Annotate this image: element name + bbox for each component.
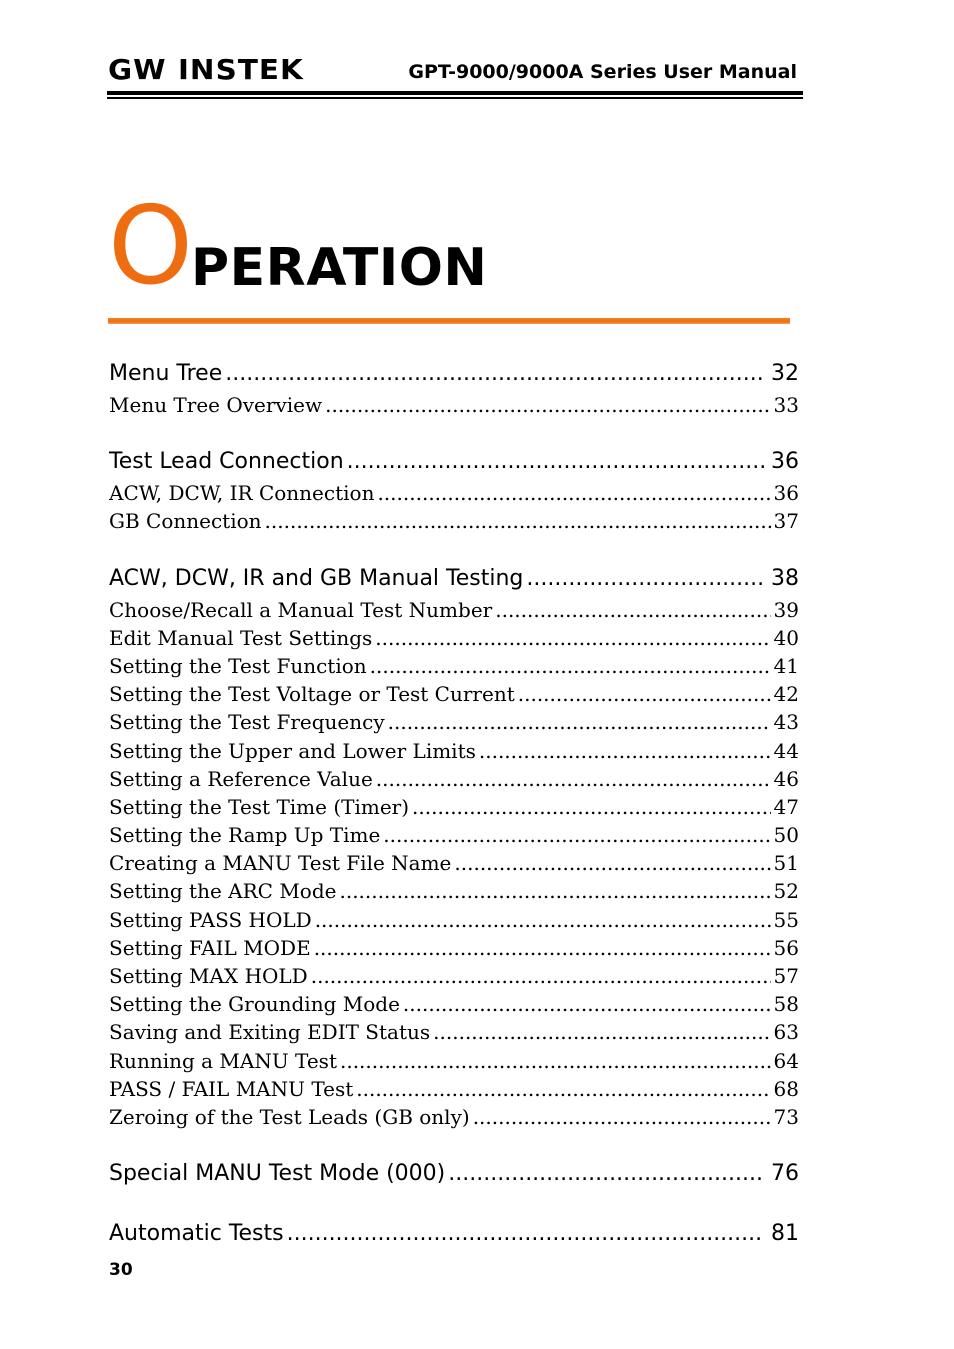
toc-heading-page: 76 <box>771 1161 799 1187</box>
toc-entry-title: Choose/Recall a Manual Test Number <box>109 597 493 622</box>
toc-heading[interactable] <box>109 357 799 391</box>
toc-entry[interactable] <box>109 680 799 708</box>
toc-entry-title: Edit Manual Test Settings <box>109 625 373 650</box>
toc-heading-title: ACW, DCW, IR and GB Manual Testing <box>109 565 524 591</box>
dot-leader <box>225 357 764 391</box>
toc-entry[interactable] <box>109 1103 799 1131</box>
toc-entry-page: 36 <box>773 481 799 506</box>
toc-entry-title: Zeroing of the Test Leads (GB only) <box>109 1104 470 1129</box>
toc-entry-page: 50 <box>773 823 799 848</box>
toc-entry[interactable] <box>109 821 799 849</box>
toc-entry-title: Creating a MANU Test File Name <box>109 851 452 876</box>
header-divider-thin <box>107 97 803 99</box>
toc-heading-page: 81 <box>771 1221 799 1247</box>
manual-title: GPT-9000/9000A Series User Manual <box>408 61 797 83</box>
dot-leader <box>311 962 771 990</box>
dot-leader <box>376 765 771 793</box>
table-of-contents <box>109 357 799 1251</box>
toc-entry-page: 37 <box>773 509 799 534</box>
dot-leader <box>347 445 764 479</box>
toc-entry[interactable] <box>109 962 799 990</box>
toc-entry-page: 47 <box>773 794 799 819</box>
dot-leader <box>526 562 764 596</box>
toc-entry-title: Setting the Test Frequency <box>109 710 385 735</box>
chapter-title-rest: PERATION <box>191 238 488 298</box>
toc-heading[interactable] <box>109 1157 799 1191</box>
toc-entry-page: 55 <box>773 907 799 932</box>
toc-entry[interactable] <box>109 990 799 1018</box>
toc-entry-title: Setting FAIL MODE <box>109 935 311 960</box>
toc-entry-title: GB Connection <box>109 509 262 534</box>
dot-leader <box>495 596 770 624</box>
dot-leader <box>377 479 770 507</box>
toc-entry-title: Setting PASS HOLD <box>109 907 312 932</box>
chapter-title <box>108 184 488 309</box>
toc-entry-page: 73 <box>773 1104 799 1129</box>
toc-heading[interactable] <box>109 1217 799 1251</box>
toc-entry[interactable] <box>109 765 799 793</box>
toc-entry-title: Setting a Reference Value <box>109 766 373 791</box>
toc-entry-title: Menu Tree Overview <box>109 393 323 417</box>
toc-section <box>109 1157 799 1191</box>
dot-leader <box>314 934 771 962</box>
toc-entry-title: Setting MAX HOLD <box>109 964 308 988</box>
header-divider <box>107 91 803 95</box>
toc-entry-page: 46 <box>773 766 799 791</box>
toc-entry[interactable] <box>109 1018 799 1046</box>
toc-entry-page: 52 <box>773 879 799 904</box>
toc-entry-title: Running a MANU Test <box>109 1048 337 1073</box>
toc-heading-title: Menu Tree <box>109 361 223 386</box>
toc-entry-page: 33 <box>773 393 799 417</box>
toc-entry-title: Setting the Ramp Up Time <box>109 823 381 848</box>
toc-entry[interactable] <box>109 1047 799 1075</box>
dot-leader <box>375 624 770 652</box>
toc-section <box>109 1217 799 1251</box>
dot-leader <box>433 1018 770 1046</box>
toc-entry[interactable] <box>109 652 799 680</box>
page-number: 30 <box>109 1260 133 1280</box>
toc-entry-page: 68 <box>773 1076 799 1101</box>
toc-entry[interactable] <box>109 793 799 821</box>
toc-heading-title: Special MANU Test Mode (000) <box>109 1161 446 1187</box>
toc-entry[interactable] <box>109 1075 799 1103</box>
toc-entry[interactable] <box>109 737 799 765</box>
toc-entry-page: 41 <box>773 653 799 678</box>
dot-leader <box>265 507 771 535</box>
toc-entry[interactable] <box>109 849 799 877</box>
toc-section <box>109 445 799 535</box>
dot-leader <box>454 849 770 877</box>
toc-entry-page: 56 <box>773 935 799 960</box>
toc-entry-page: 44 <box>773 738 799 763</box>
chapter-divider <box>108 318 790 324</box>
dot-leader <box>383 821 770 849</box>
toc-entry[interactable] <box>109 479 799 507</box>
toc-entry[interactable] <box>109 391 799 419</box>
toc-heading-page: 38 <box>771 565 799 591</box>
toc-section <box>109 357 799 419</box>
toc-entry[interactable] <box>109 708 799 736</box>
dot-leader <box>339 877 770 905</box>
toc-entry-page: 63 <box>773 1020 799 1045</box>
toc-entry-title: Setting the ARC Mode <box>109 879 337 904</box>
chapter-initial: O <box>108 184 194 309</box>
dot-leader <box>518 680 771 708</box>
toc-entry-title: Setting the Upper and Lower Limits <box>109 738 476 763</box>
toc-entry-page: 43 <box>773 710 799 735</box>
toc-entry[interactable] <box>109 596 799 624</box>
toc-section <box>109 562 799 1132</box>
dot-leader <box>388 708 771 736</box>
toc-entry-page: 58 <box>773 992 799 1017</box>
toc-entry-page: 42 <box>773 682 799 707</box>
toc-entry[interactable] <box>109 624 799 652</box>
dot-leader <box>325 391 770 419</box>
gw-instek-logo: GW INSTEK <box>108 53 304 86</box>
toc-heading-title: Automatic Tests <box>109 1221 284 1247</box>
toc-entry-page: 39 <box>773 597 799 622</box>
toc-heading-page: 32 <box>771 361 799 386</box>
dot-leader <box>479 737 771 765</box>
toc-entry-page: 51 <box>773 851 799 876</box>
toc-heading[interactable] <box>109 562 799 596</box>
toc-entry-title: Setting the Grounding Mode <box>109 992 400 1017</box>
dot-leader <box>340 1047 771 1075</box>
toc-entry[interactable] <box>109 877 799 905</box>
toc-entry-title: Setting the Test Time (Timer) <box>109 794 410 819</box>
toc-heading[interactable] <box>109 445 799 479</box>
dot-leader <box>356 1075 770 1103</box>
toc-heading-title: Test Lead Connection <box>109 449 344 475</box>
toc-entry-title: PASS / FAIL MANU Test <box>109 1076 354 1101</box>
toc-entry[interactable] <box>109 906 799 934</box>
toc-entry-page: 40 <box>773 625 799 650</box>
dot-leader <box>370 652 771 680</box>
dot-leader <box>473 1103 771 1131</box>
dot-leader <box>287 1217 764 1251</box>
dot-leader <box>315 906 771 934</box>
dot-leader <box>412 793 771 821</box>
toc-entry[interactable] <box>109 934 799 962</box>
toc-entry-page: 57 <box>773 964 799 988</box>
toc-entry-page: 64 <box>773 1048 799 1073</box>
toc-entry-title: Setting the Test Voltage or Test Current <box>109 682 515 707</box>
toc-entry[interactable] <box>109 507 799 535</box>
toc-entry-title: Setting the Test Function <box>109 653 367 678</box>
toc-entry-title: Saving and Exiting EDIT Status <box>109 1020 431 1045</box>
dot-leader <box>448 1157 764 1191</box>
toc-heading-page: 36 <box>771 449 799 475</box>
toc-entry-title: ACW, DCW, IR Connection <box>109 481 375 506</box>
dot-leader <box>403 990 771 1018</box>
